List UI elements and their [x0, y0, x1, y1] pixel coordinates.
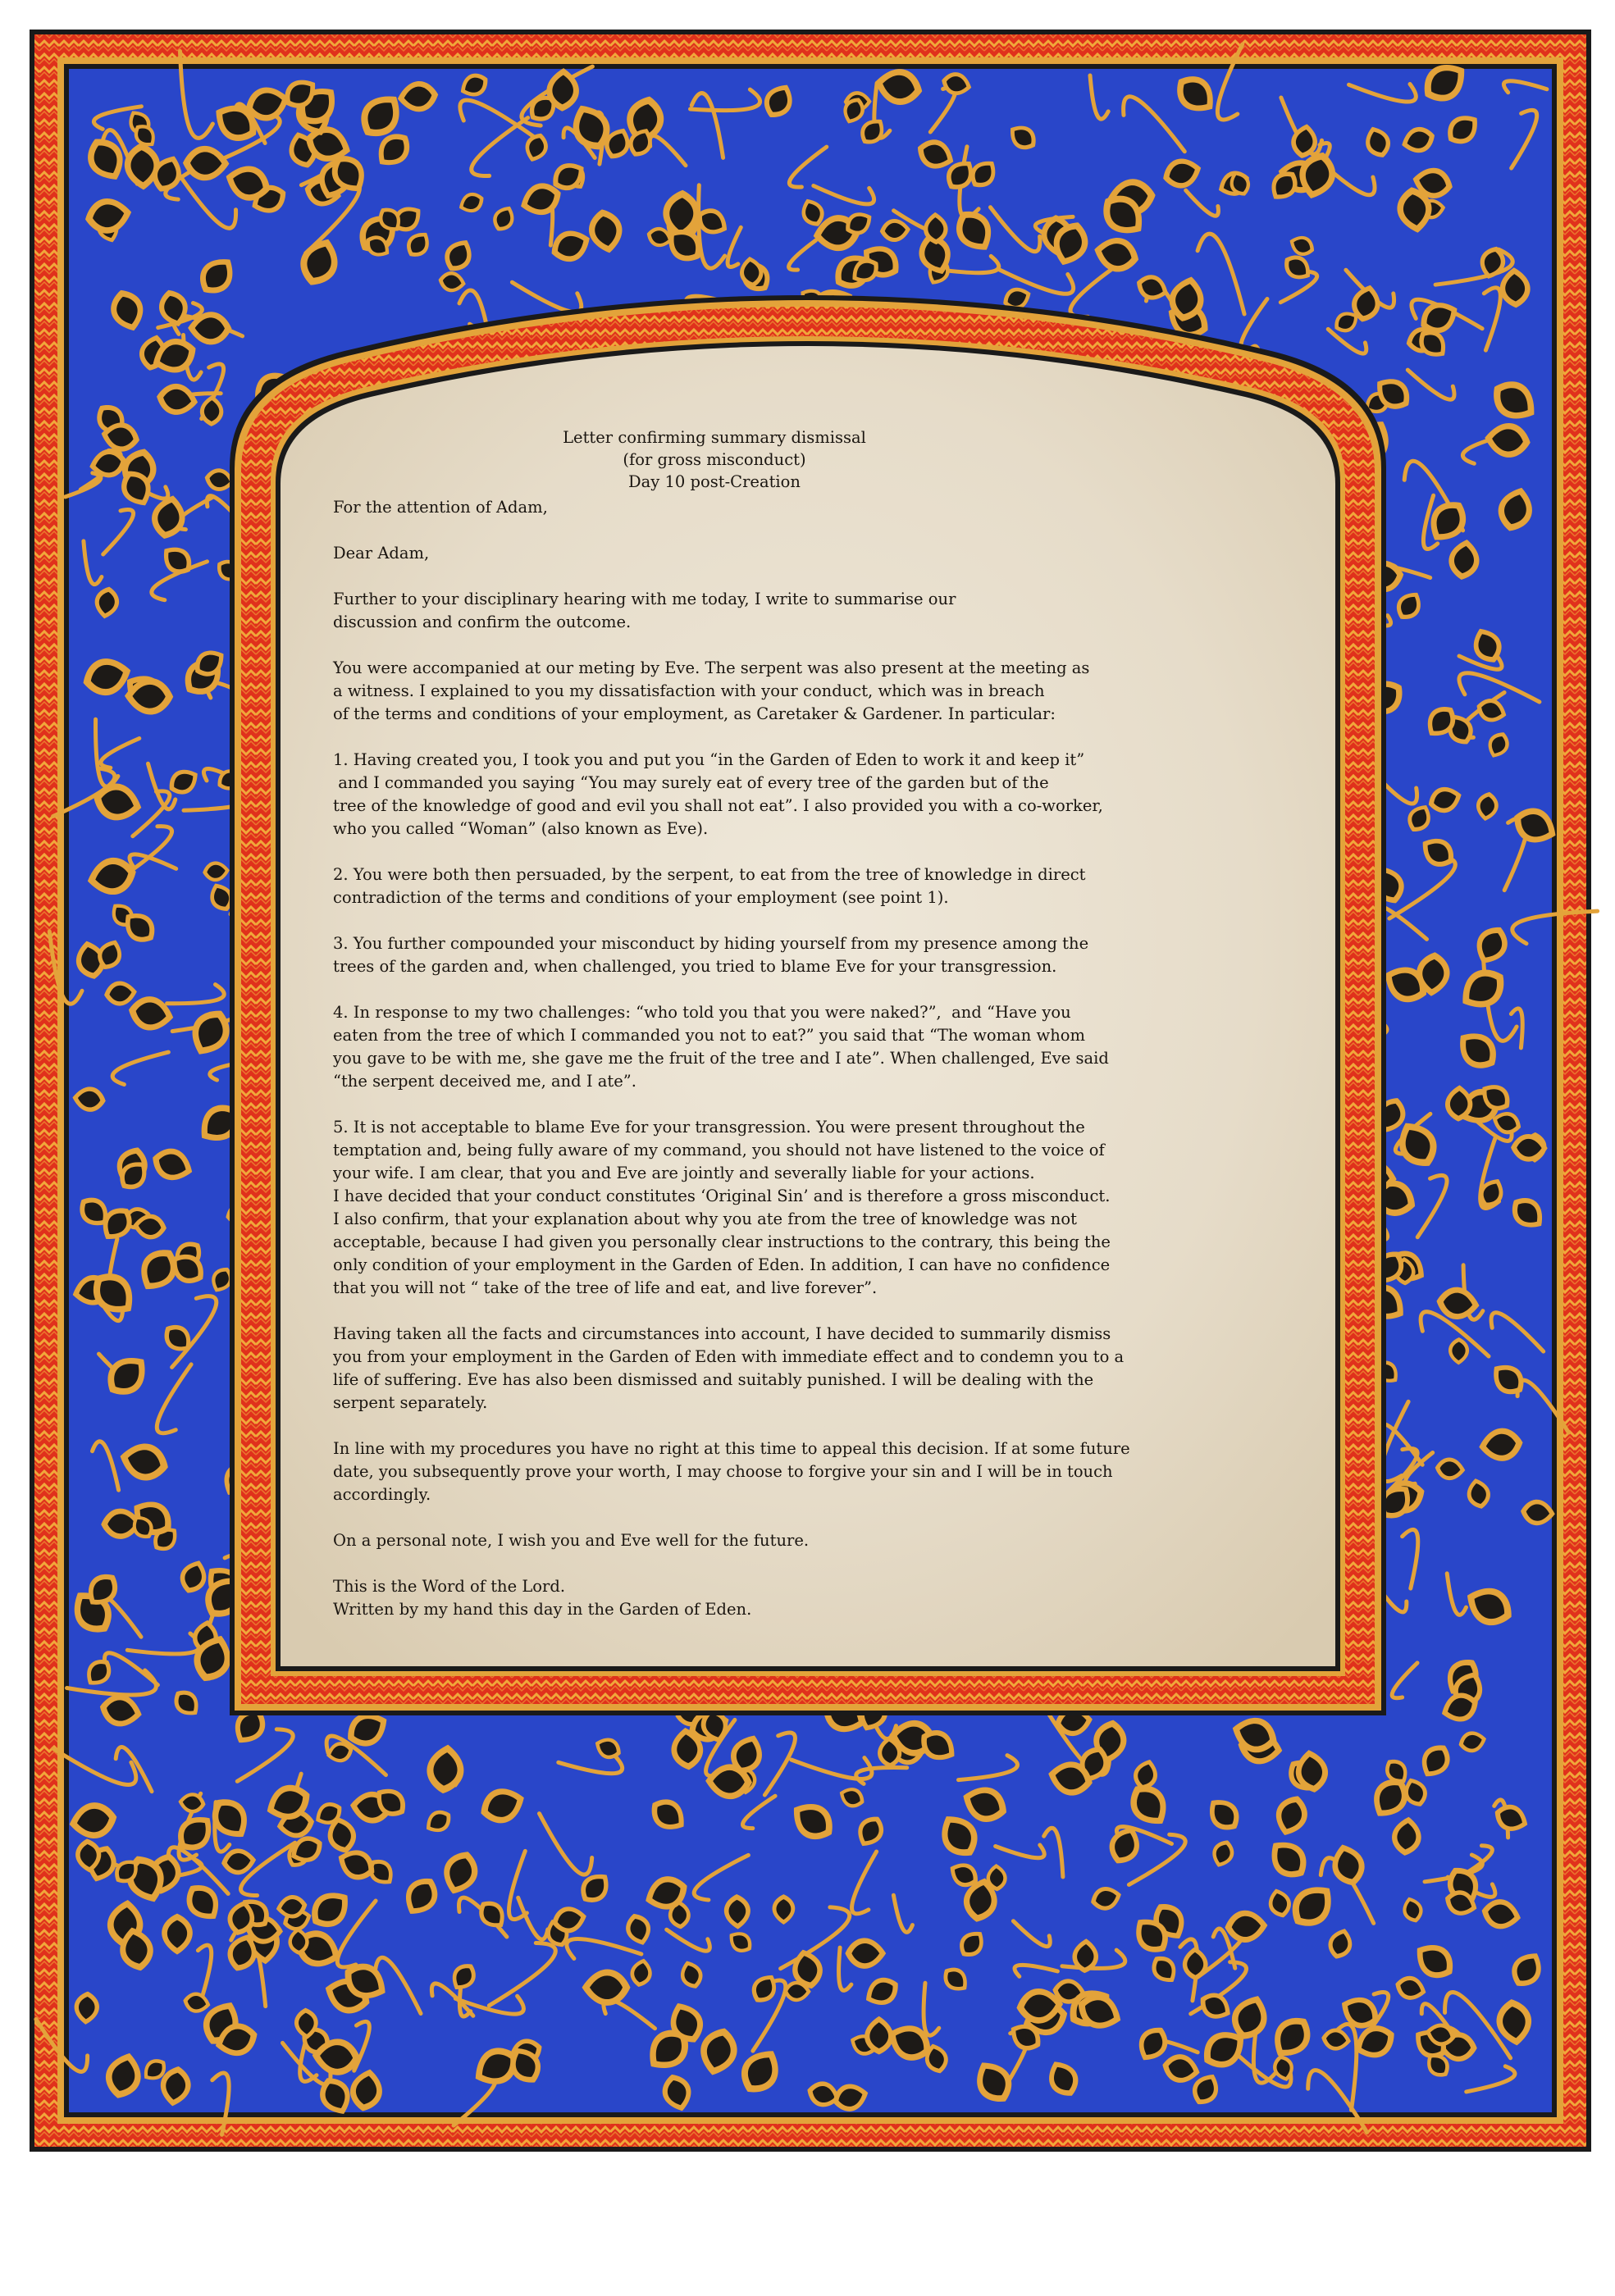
letter-paragraph	[333, 542, 1096, 565]
letter-line: This is the Word of the Lord.	[333, 1577, 566, 1596]
letter-paragraph	[333, 863, 1096, 909]
letter-paragraph	[333, 657, 1096, 726]
letter-heading	[333, 426, 1096, 493]
letter-line: Dear Adam,	[333, 544, 430, 563]
letter-date: Day 10 post-Creation	[628, 472, 801, 491]
letter-line: 5. It is not acceptable to blame Eve for your transgression. You were present throughout the	[333, 1118, 1085, 1137]
letter-text	[333, 426, 1130, 1644]
letter-line: I have decided that your conduct constitutes ‘Original Sin’ and is therefore a gross misconduct.	[333, 1187, 1111, 1205]
letter-line: temptation and, being fully aware of my command, you should not have listened to the voice of	[333, 1141, 1105, 1159]
letter-paragraph	[333, 1116, 1111, 1300]
letter-paragraph	[333, 1437, 1130, 1506]
letter-line: 2. You were both then persuaded, by the serpent, to eat from the tree of knowledge in direct	[333, 865, 1086, 884]
letter-line: For the attention of Adam,	[333, 498, 548, 517]
letter-line: of the terms and conditions of your employment, as Caretaker & Gardener. In particular:	[333, 704, 1056, 723]
letter-subtitle: (for gross misconduct)	[623, 450, 806, 469]
letter-line: that you will not “ take of the tree of life and eat, and live forever”.	[333, 1278, 878, 1297]
letter-line: date, you subsequently prove your worth, I may choose to forgive your sin and I will be in touch	[333, 1462, 1113, 1481]
letter-paragraph	[333, 588, 1096, 634]
letter-line: contradiction of the terms and conditions of your employment (see point 1).	[333, 888, 949, 907]
letter-paragraph	[333, 496, 1096, 519]
letter-line: you gave to be with me, she gave me the fruit of the tree and I ate”. When challenged, Eve said	[333, 1049, 1109, 1068]
letter-line: trees of the garden and, when challenged, you tried to blame Eve for your transgression.	[333, 957, 1057, 976]
letter-line: your wife. I am clear, that you and Eve are jointly and severally liable for your actions.	[333, 1164, 1035, 1182]
letter-line: serpent separately.	[333, 1393, 488, 1412]
letter-line: Having taken all the facts and circumstances into account, I have decided to summarily dismiss	[333, 1324, 1111, 1343]
letter-line: You were accompanied at our meting by Eve. The serpent was also present at the meeting as	[333, 658, 1090, 677]
letter-line: eaten from the tree of which I commanded you not to eat?” you said that “The woman whom	[333, 1026, 1086, 1045]
letter-line: discussion and confirm the outcome.	[333, 613, 632, 631]
letter-line: who you called “Woman” (also known as Eve).	[333, 819, 709, 838]
letter-line: life of suffering. Eve has also been dismissed and suitably punished. I will be dealing with the	[333, 1370, 1094, 1389]
letter-line: 1. Having created you, I took you and put you “in the Garden of Eden to work it and keep it”	[333, 750, 1085, 769]
letter-title: Letter confirming summary dismissal	[563, 428, 866, 447]
letter-line: tree of the knowledge of good and evil you shall not eat”. I also provided you with a co-worker,	[333, 796, 1103, 815]
letter-line: only condition of your employment in the Garden of Eden. In addition, I can have no confidence	[333, 1255, 1111, 1274]
letter-paragraph	[333, 932, 1096, 978]
letter-line: a witness. I explained to you my dissatisfaction with your conduct, which was in breach	[333, 681, 1045, 700]
letter-line: In line with my procedures you have no right at this time to appeal this decision. If at some future	[333, 1439, 1130, 1458]
letter-line: acceptable, because I had given you personally clear instructions to the contrary, this being the	[333, 1232, 1111, 1251]
letter-body	[333, 496, 1130, 1621]
letter-paragraph	[333, 749, 1103, 840]
letter-paragraph	[333, 1323, 1125, 1414]
letter-line: Further to your disciplinary hearing with me today, I write to summarise our	[333, 590, 956, 608]
letter-line: I also confirm, that your explanation about why you ate from the tree of knowledge was not	[333, 1210, 1077, 1228]
letter-paragraph	[333, 1001, 1109, 1093]
letter-line: 3. You further compounded your misconduct by hiding yourself from my presence among the	[333, 934, 1089, 953]
letter-line: you from your employment in the Garden of Eden with immediate effect and to condemn you to a	[333, 1347, 1125, 1366]
letter-line: On a personal note, I wish you and Eve well for the future.	[333, 1531, 810, 1550]
letter-line: and I commanded you saying “You may surely eat of every tree of the garden but of the	[333, 773, 1049, 792]
letter-paragraph	[333, 1529, 1096, 1552]
letter-line: accordingly.	[333, 1485, 431, 1504]
letter-paragraph	[333, 1575, 1096, 1621]
letter-line: 4. In response to my two challenges: “who told you that you were naked?”, and “Have you	[333, 1003, 1071, 1022]
letter-line: “the serpent deceived me, and I ate”.	[333, 1072, 636, 1091]
letter-line: Written by my hand this day in the Garden of Eden.	[333, 1600, 752, 1619]
